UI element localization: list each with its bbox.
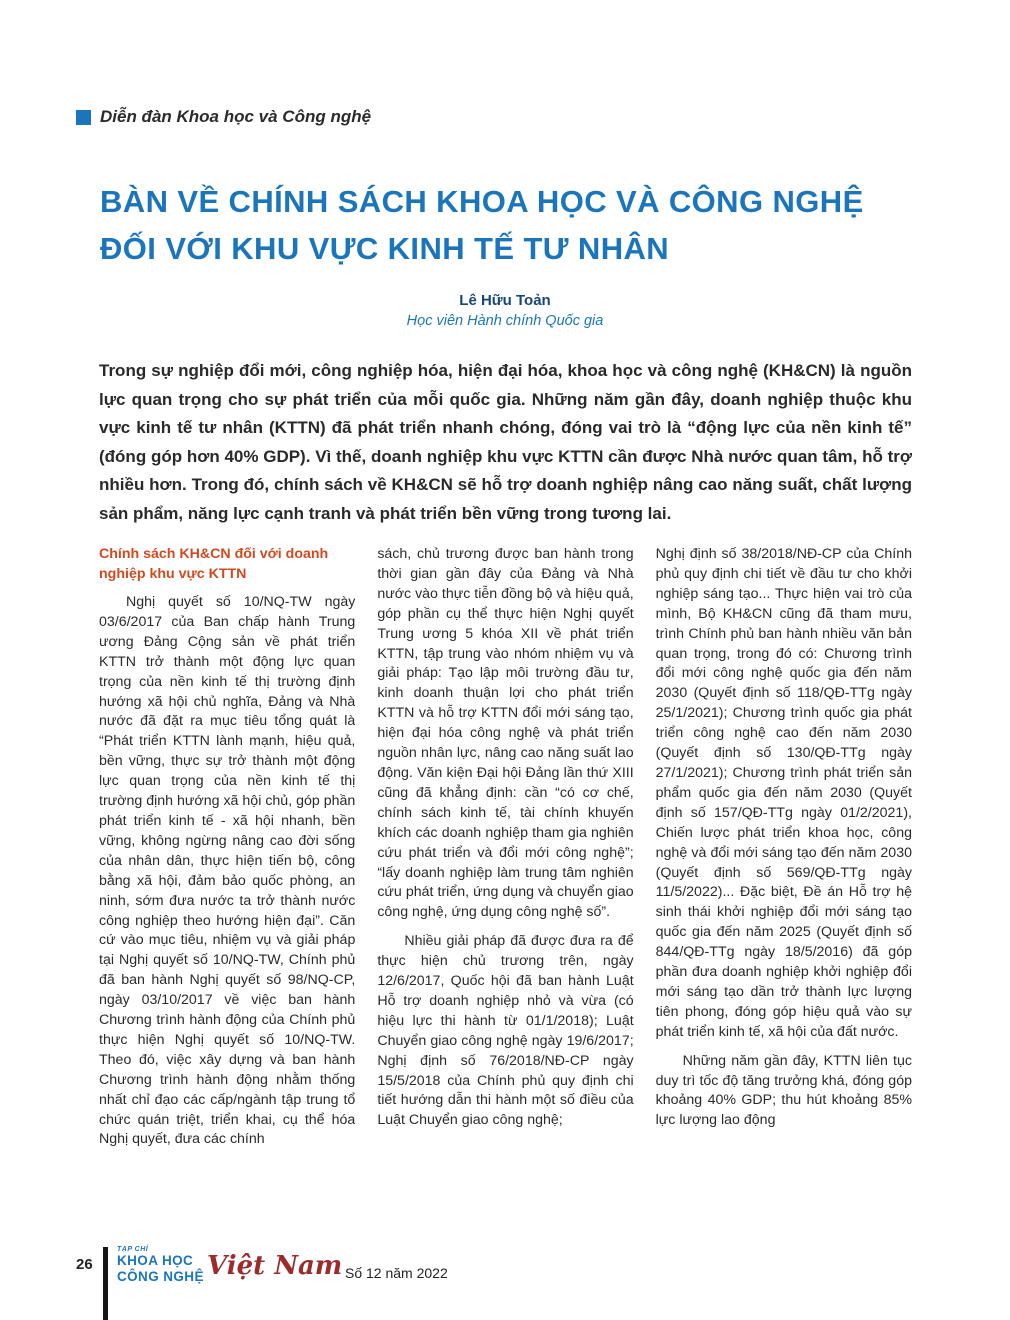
paragraph: sách, chủ trương được ban hành trong thời gian gần đây của Đảng và Nhà nước vào thực tiễn đồng bộ và hiệu quả, góp phần cụ thể thực hiện Nghị quyết Trung ương 5 khóa XII về phát triển KTTN, tập trung vào nhóm nhiệm vụ và giải pháp: Tạo lập môi trường đầu tư, kinh doanh thuận lợi cho phát triển KTTN và hỗ trợ KTTN đổi mới sáng tạo, hiện đại hóa công nghệ và phát triển nguồn nhân lực, nâng cao năng suất lao động. Văn kiện Đại hội Đảng lần thứ XIII cũng đã khẳng định: cần “có cơ chế, chính sách kinh tế, tài chính khuyến khích các doanh nghiệp tham gia nghiên cứu phát triển và đổi mới công nghệ”; “lấy doanh nghiệp làm trung tâm nghiên cứu phát triển, ứng dụng và chuyển giao công nghệ, ứng dụng công nghệ số”. xyxy=(377,546,634,921)
section-kicker xyxy=(76,107,371,127)
paragraph: Nghị định số 38/2018/NĐ-CP của Chính phủ quy định chi tiết về đầu tư cho khởi nghiệp sáng tạo... Thực hiện vai trò của mình, Bộ KH&CN cũng đã tham mưu, trình Chính phủ ban hành nhiều văn bản quan trọng, trong đó có: Chương trình đổi mới công nghệ quốc gia đến năm 2030 (Quyết định số 118/QĐ-TTg ngày 25/1/2021); Chương trình quốc gia phát triển công nghệ cao đến năm 2030 (Quyết định số 130/QĐ-TTg ngày 27/1/2021); Chương trình phát triển sản phẩm quốc gia đến năm 2030 (Quyết định số 157/QĐ-TTg ngày 01/2/2021), Chiến lược phát triển khoa học, công nghệ và đổi mới sáng tạo đến năm 2030 (Quyết định số 569/QĐ-TTg ngày 11/5/2022)... Đặc biệt, Đề án Hỗ trợ hệ sinh thái khởi nghiệp đổi mới sáng tạo quốc gia đến năm 2025 (Quyết định số 844/QĐ-TTg ngày 18/5/2016) đã góp phần đưa doanh nghiệp khởi nghiệp đổi mới sáng tạo dần trở thành lực lượng tiên phong, đóng góp hiệu quả vào sự phát triển kinh tế, xã hội của đất nước. xyxy=(655,546,912,1040)
section-label: Diễn đàn Khoa học và Công nghệ xyxy=(100,107,372,126)
footer-divider xyxy=(103,1247,108,1320)
article-body xyxy=(99,545,912,1215)
column-1 xyxy=(99,545,355,1215)
page-footer xyxy=(0,1240,1010,1320)
article-abstract: Trong sự nghiệp đổi mới, công nghiệp hóa, hiện đại hóa, khoa học và công nghệ (KH&CN) là nguồn lực quan trọng cho sự phát triển của mỗi quốc gia. Những năm gần đây, doanh nghiệp thuộc khu vực kinh tế tư nhân (KTTN) đã phát triển nhanh chóng, đóng vai trò là “động lực của nền kinh tế” (đóng góp hơn 40% GDP). Vì thế, doanh nghiệp khu vực KTTN cần được Nhà nước quan tâm, hỗ trợ nhiều hơn. Trong đó, chính sách về KH&CN sẽ hỗ trợ doanh nghiệp nâng cao năng suất, chất lượng sản phẩm, năng lực cạnh tranh và phát triển bền vững trong tương lai. xyxy=(99,361,912,523)
logo-line1: KHOA HỌC xyxy=(117,1253,194,1268)
paragraph: Những năm gần đây, KTTN liên tục duy trì tốc độ tăng trưởng khá, đóng góp khoảng 40% GDP; thu hút khoảng 85% lực lượng lao động xyxy=(655,1052,912,1129)
section-heading: Chính sách KH&CN đối với doanh nghiệp khu vực KTTN xyxy=(99,546,329,582)
logo-tagline: TẠP CHÍ xyxy=(117,1246,149,1253)
logo-vietnam-script: Việt Nam xyxy=(207,1251,343,1281)
article-title xyxy=(100,178,920,272)
article-title-line1: BÀN VỀ CHÍNH SÁCH KHOA HỌC VÀ CÔNG NGHỆ xyxy=(100,184,864,219)
paragraph: Nhiều giải pháp đã được đưa ra để thực hiện chủ trương trên, ngày 12/6/2017, Quốc hội đã ban hành Luật Hỗ trợ doanh nghiệp nhỏ và vừa (có hiệu lực thi hành từ 01/1/2018); Luật Chuyển giao công nghệ ngày 19/6/2017; Nghị định số 76/2018/NĐ-CP ngày 15/5/2018 của Chính phủ quy định chi tiết hướng dẫn thi hành một số điều của Luật Chuyển giao công nghệ; xyxy=(377,933,634,1129)
logo-line2: CÔNG NGHỆ xyxy=(117,1269,204,1284)
journal-logo xyxy=(117,1246,204,1285)
column-3 xyxy=(656,545,912,1215)
paragraph: Nghị quyết số 10/NQ-TW ngày 03/6/2017 của Ban chấp hành Trung ương Đảng Cộng sản về phát triển KTTN trở thành một động lực quan trọng của nền kinh tế thị trường định hướng xã hội chủ nghĩa, Đảng và Nhà nước đã đặt ra mục tiêu tổng quát là “Phát triển KTTN lành mạnh, hiệu quả, bền vững, thực sự trở thành một động lực quan trọng của nền kinh tế thị trường định hướng xã hội chủ, góp phần phát triển kinh tế - xã hội nhanh, bền vững, không ngừng nâng cao đời sống của nhân dân, thực hiện tiến bộ, công bằng xã hội, đảm bảo quốc phòng, an ninh, sớm đưa nước ta trở thành nước công nghiệp theo hướng hiện đại”. Căn cứ vào mục tiêu, nhiệm vụ và giải pháp tại Nghị quyết số 10/NQ-TW, Chính phủ đã ban hành Nghị quyết số 98/NQ-CP, ngày 03/10/2017 về việc ban hành Chương trình hành động của Chính phủ thực hiện Nghị quyết số 10/NQ-TW. Theo đó, việc xây dựng và ban hành Chương trình hành động nhằm thống nhất chỉ đạo các cấp/ngành tập trung tổ chức quán triệt, triển khai, cụ thể hóa Nghị quyết, đưa các chính xyxy=(99,594,356,1148)
article-title-line2: ĐỐI VỚI KHU VỰC KINH TẾ TƯ NHÂN xyxy=(100,231,670,266)
column-2 xyxy=(377,545,633,1215)
author-affiliation: Học viên Hành chính Quốc gia xyxy=(406,313,604,329)
issue-label: Số 12 năm 2022 xyxy=(345,1265,448,1281)
author-name: Lê Hữu Toản xyxy=(459,292,551,309)
section-marker-icon xyxy=(76,110,91,125)
page-number: 26 xyxy=(76,1256,93,1273)
